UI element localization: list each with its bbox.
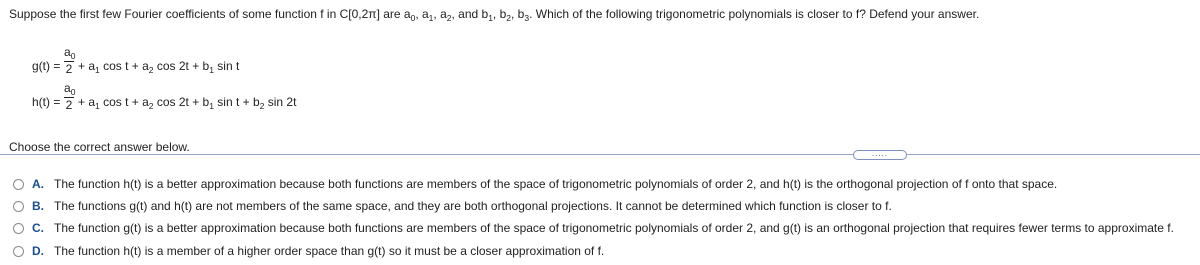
choice-b[interactable]	[13, 199, 892, 213]
radio-button[interactable]	[13, 201, 24, 212]
choice-text: The function h(t) is a member of a higher order space than g(t) so it must be a closer approximation of f.	[54, 244, 605, 258]
fraction-a0-over-2: $a_0$ 2	[64, 81, 76, 112]
equation-g-rhs: + $a_1$ $\cos t + a_2$ $\cos 2t + b_1$ sin t	[78, 59, 240, 75]
equation-h-lhs: h(t) =	[32, 95, 61, 109]
equation-g-lhs: g(t) =	[32, 59, 61, 73]
choice-letter: B.	[32, 199, 44, 213]
question-text: Suppose the first few Fourier coefficients of some function f in C[0,2π] are $a_0$, $a_1$, $a_2$, and $b_1$, $b_2$, $b_3$. Which of the following trigonometric polynomials is closer to f? Defend your answer.	[9, 7, 980, 23]
fraction-a0-over-2: $a_0$ 2	[64, 45, 76, 76]
answer-prompt: Choose the correct answer below.	[9, 140, 190, 154]
choice-a[interactable]	[13, 177, 1057, 191]
choice-letter: C.	[32, 221, 44, 235]
choice-text: The function h(t) is a better approximation because both functions are members of the space of trigonometric polynomials of order 2, and h(t) is the orthogonal projection of f onto that space.	[54, 177, 1058, 191]
choice-text: The function g(t) is a better approximation because both functions are members of the space of trigonometric polynomials of order 2, and g(t) is an orthogonal projection that requires fewer terms to approximate f.	[54, 221, 1174, 235]
choice-d[interactable]	[13, 244, 604, 258]
radio-button[interactable]	[13, 179, 24, 190]
choice-letter: A.	[32, 177, 44, 191]
choice-text: The functions g(t) and h(t) are not members of the same space, and they are both orthogonal projections. It cannot be determined which function is closer to f.	[54, 199, 892, 213]
section-divider	[0, 154, 1200, 155]
expand-more-button[interactable]: .....	[853, 150, 907, 160]
equation-h-rhs: + $a_1$ $\cos t + a_2$ $\cos 2t + b_1$ $\sin t + b_2$ sin 2t	[78, 95, 297, 111]
radio-button[interactable]	[13, 246, 24, 257]
radio-button[interactable]	[13, 223, 24, 234]
choice-letter: D.	[32, 244, 44, 258]
choice-c[interactable]	[13, 221, 1174, 235]
